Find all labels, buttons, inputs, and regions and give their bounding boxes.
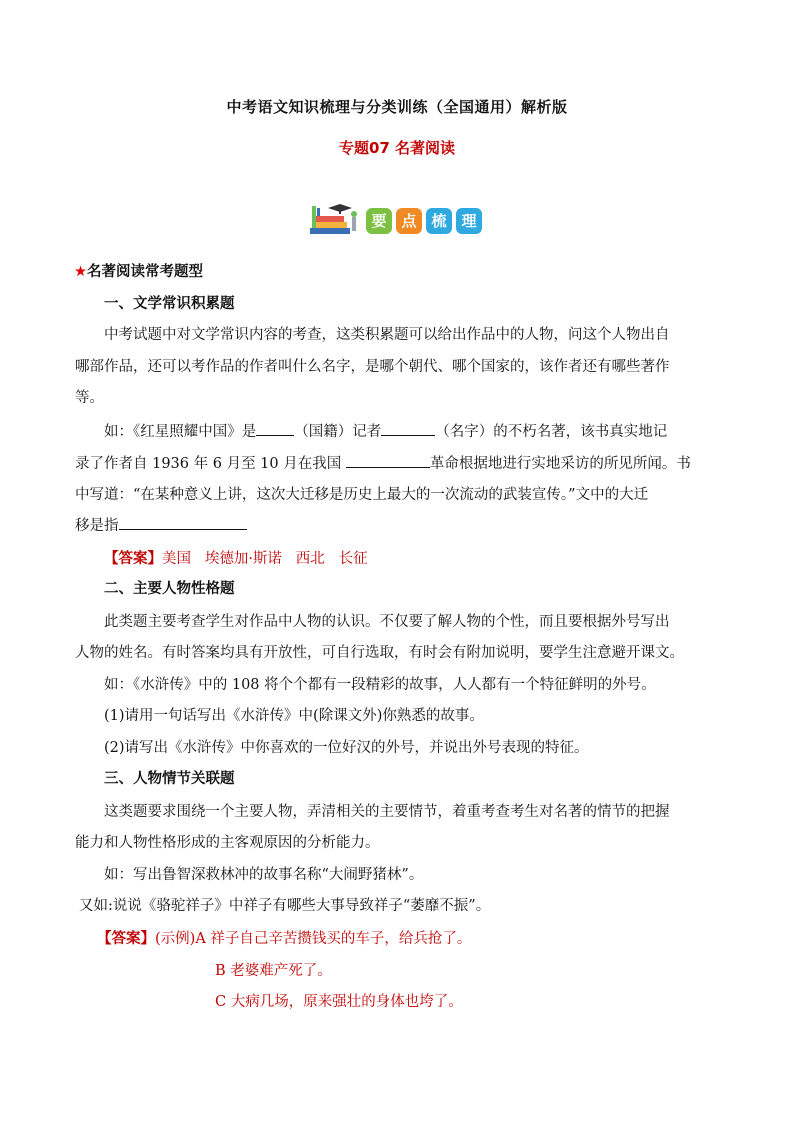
banner-char-3: 梳 (426, 208, 452, 234)
banner-char-2: 点 (396, 208, 422, 234)
s2-question-2: (2)请写出《水浒传》中你喜欢的一位好汉的外号，并说出外号表现的特征。 (104, 740, 589, 756)
s1-paragraph-line-3: 等。 (75, 390, 104, 406)
s1-question-line-2: 录了作者自 1936 年 6 月至 10 月在我国 革命根据地进行实地采访的所见所闻。书 (75, 456, 691, 472)
section-heading: ★名著阅读常考题型 (74, 264, 203, 280)
key-points-banner (308, 200, 488, 240)
s3-paragraph-line-1: 这类题要求围绕一个主要人物，弄清相关的主要情节，着重考查考生对名著的情节的把握 (104, 804, 670, 820)
answer-tag: 【答案】 (97, 931, 155, 947)
answer-tag: 【答案】 (104, 551, 162, 567)
blank-region[interactable] (346, 454, 430, 468)
s1-answer (104, 547, 368, 568)
banner-char-4: 理 (456, 208, 482, 234)
s1-paragraph-line-2: 哪部作品，还可以考作品的作者叫什么名字，是哪个朝代、哪个国家的，该作者还有哪些著作 (75, 359, 670, 375)
s3-title: 三、人物情节关联题 (104, 771, 235, 787)
answer-text: 美国 埃德加·斯诺 西北 长征 (162, 551, 368, 567)
blank-name[interactable] (381, 422, 435, 436)
s1-question-line-3: 中写道：“在某种意义上讲，这次大迁移是历史上最大的一次流动的武装宣传。”文中的大迁 (75, 487, 649, 503)
s3-answer (97, 927, 471, 948)
blank-migration[interactable] (119, 516, 247, 530)
s2-example: 如：《水浒传》中的 108 将个个都有一段精彩的故事，人人都有一个特征鲜明的外号。 (104, 677, 656, 693)
s1-question-line-4: 移是指 (75, 514, 247, 535)
s2-paragraph-line-1: 此类题主要考查学生对作品中人物的认识。不仅要了解人物的个性，而且要根据外号写出 (104, 614, 670, 630)
topic-subtitle: 专题07 名著阅读 (338, 139, 456, 157)
answer-a: (示例)A 祥子自己辛苦攒钱买的车子，给兵抢了。 (155, 931, 472, 947)
books-illustration-icon (308, 202, 360, 238)
star-icon: ★ (74, 264, 87, 280)
s2-paragraph-line-2: 人物的姓名。有时答案均具有开放性，可自行选取，有时会有附加说明，要学生注意避开课文。 (75, 645, 684, 661)
s3-example-2: 又如:说说《骆驼祥子》中祥子有哪些大事导致祥子“萎靡不振”。 (79, 898, 491, 914)
answer-b: B 老婆难产死了。 (215, 963, 332, 979)
document-title: 中考语文知识梳理与分类训练（全国通用）解析版 (226, 98, 568, 116)
s1-paragraph-line-1: 中考试题中对文学常识内容的考查，这类积累题可以给出作品中的人物，问这个人物出自 (104, 327, 670, 343)
s3-example-1: 如：写出鲁智深救林冲的故事名称“大闹野猪林”。 (104, 867, 424, 883)
s2-question-1: (1)请用一句话写出《水浒传》中(除课文外)你熟悉的故事。 (104, 708, 484, 724)
s3-paragraph-line-2: 能力和人物性格形成的主客观原因的分析能力。 (75, 835, 380, 851)
answer-c: C 大病几场，原来强壮的身体也垮了。 (215, 994, 463, 1010)
banner-char-1: 要 (366, 208, 392, 234)
s1-question-line-1: 如：《红星照耀中国》是 （国籍）记者 （名字）的不朽名著，该书真实地记 (104, 424, 668, 440)
s2-title: 二、主要人物性格题 (104, 581, 235, 597)
s1-title: 一、文学常识积累题 (104, 296, 235, 312)
blank-nationality[interactable] (256, 422, 294, 436)
